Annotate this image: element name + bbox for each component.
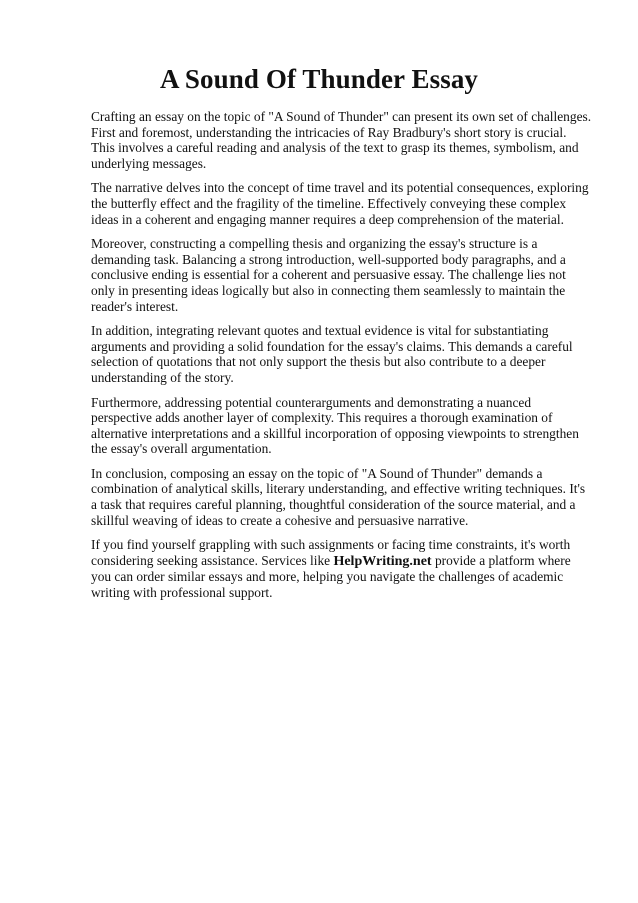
assistance-text-after: provide a platform where you can order similar essays and more, helping you navigate the challenges of academic writing with professional support. (91, 552, 571, 601)
paragraph-thesis: Moreover, constructing a compelling thesis and organizing the essay's structure is a demanding task. Balancing a strong introduction, well-supported body paragraphs, and a conclusive ending is essential for a coherent and persuasive essay. The challenge lies not only in presenting ideas logically but also in connecting them seamlessly to maintain the reader's interest. (91, 236, 566, 314)
paragraph-quotes: In addition, integrating relevant quotes and textual evidence is vital for substantiating arguments and providing a solid foundation for the essay's claims. This demands a careful selection of quotations that not only support the thesis but also contribute to a deeper understanding of the story. (91, 323, 573, 385)
paragraph-intro: Crafting an essay on the topic of "A Sound of Thunder" can present its own set of challenges. First and foremost, understanding the intricacies of Ray Bradbury's short story is crucial. This involves a careful reading and analysis of the text to grasp its themes, symbolism, and underlying messages. (91, 109, 592, 171)
assistance-text-before: If you find yourself grappling with such assignments or facing time constraints, it's worth considering seeking assistance. Services like (91, 537, 571, 568)
helpwriting-link[interactable]: HelpWriting.net (333, 553, 432, 569)
paragraph-assistance (91, 537, 592, 600)
page-title: A Sound Of Thunder Essay (159, 64, 479, 94)
paragraph-narrative: The narrative delves into the concept of time travel and its potential consequences, exploring the butterfly effect and the fragility of the timeline. Effectively conveying these complex ideas in a coherent and engaging manner requires a deep comprehension of the material. (91, 180, 589, 227)
paragraph-counterarguments: Furthermore, addressing potential counterarguments and demonstrating a nuanced perspective adds another layer of complexity. This requires a thorough examination of alternative interpretations and a skillful incorporation of opposing viewpoints to strengthen the essay's overall argumentation. (91, 394, 579, 457)
paragraph-conclusion: In conclusion, composing an essay on the topic of "A Sound of Thunder" demands a combination of analytical skills, literary understanding, and effective writing techniques. It's a task that requires careful planning, thoughtful consideration of the source material, and a skillful weaving of ideas to create a cohesive and persuasive narrative. (91, 465, 586, 528)
